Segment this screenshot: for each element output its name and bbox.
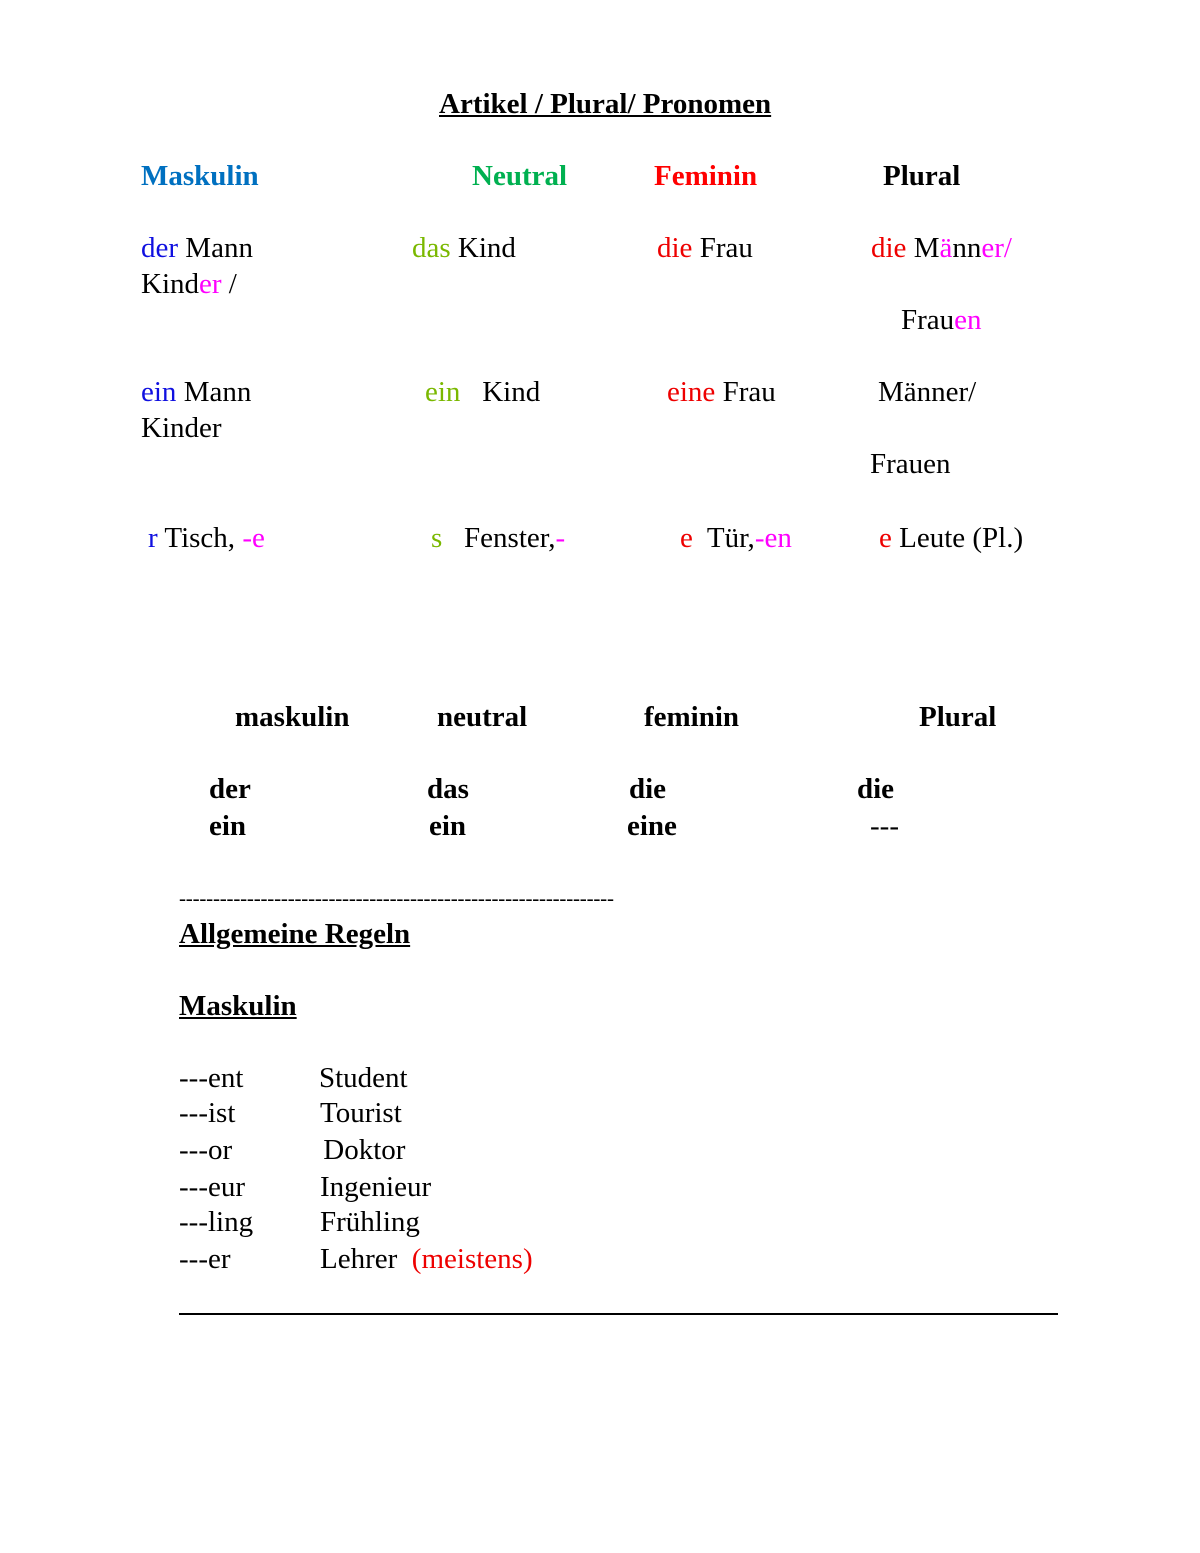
indef-plural-line2: Frauen — [870, 448, 951, 480]
def-maskulin — [141, 230, 253, 266]
indef-line2: Kinder — [141, 412, 222, 444]
header-maskulin: Maskulin — [141, 160, 259, 192]
def-line2 — [141, 266, 237, 302]
rule-suffix: ---ling — [179, 1206, 254, 1238]
article-das: das — [412, 232, 451, 264]
s2-header-neutral: neutral — [437, 701, 528, 733]
rule-suffix: ---eur — [179, 1171, 246, 1203]
noun: Tisch, — [157, 522, 243, 554]
article-die: die — [657, 232, 693, 264]
article-s: s — [431, 522, 443, 554]
s2-def-n: das — [427, 773, 469, 805]
rule-example: Tourist — [320, 1097, 402, 1129]
short-maskulin — [148, 520, 265, 556]
ending: -en — [754, 522, 792, 554]
rule-example: Ingenieur — [320, 1171, 432, 1203]
rules-subheading: Maskulin — [179, 990, 297, 1022]
note-meistens: meistens — [421, 1243, 523, 1275]
article-ein: ein — [141, 376, 177, 408]
noun: Frau — [692, 232, 753, 264]
short-neutral — [431, 520, 565, 556]
header-feminin: Feminin — [654, 160, 758, 192]
article-e: e — [680, 522, 693, 554]
s2-header-maskulin: maskulin — [235, 701, 350, 733]
header-plural: Plural — [883, 160, 961, 192]
header-neutral: Neutral — [472, 160, 568, 192]
s2-indef-p: --- — [870, 810, 899, 842]
article-r: r — [148, 522, 158, 554]
umlaut: ä — [939, 232, 953, 264]
article-die: die — [871, 232, 907, 264]
noun: Tür, — [692, 522, 755, 554]
s2-indef-n: ein — [429, 810, 467, 842]
rule-suffix: ---ent — [179, 1062, 244, 1094]
noun: Kind — [450, 232, 516, 264]
article-eine: eine — [667, 376, 716, 408]
noun: Kind — [460, 376, 541, 408]
rule-example: Doktor — [316, 1134, 406, 1166]
article-e: e — [879, 522, 892, 554]
noun: Frau — [901, 304, 955, 336]
noun-rest: nn — [952, 232, 982, 264]
article-der: der — [141, 232, 179, 264]
rule-example-with-note — [320, 1241, 533, 1277]
noun: Frau — [715, 376, 776, 408]
def-feminin — [657, 230, 753, 266]
rule-suffix: ---or — [179, 1134, 233, 1166]
noun: Fenster, — [442, 522, 556, 554]
s2-indef-f: eine — [627, 810, 677, 842]
ending: -e — [242, 522, 265, 554]
short-plural — [879, 520, 1023, 556]
noun: Mann — [176, 376, 252, 408]
rule-suffix: ---ist — [179, 1097, 236, 1129]
indef-plural: Männer/ — [878, 376, 977, 408]
noun: M — [906, 232, 940, 264]
def-plural-line2 — [901, 302, 982, 338]
ending: er/ — [981, 232, 1012, 264]
noun: Kind — [141, 268, 199, 300]
def-neutral — [412, 230, 516, 266]
s2-def-m: der — [209, 773, 251, 805]
slash: / — [221, 268, 237, 300]
noun: Leute (Pl.) — [891, 522, 1024, 554]
article-ein: ein — [425, 376, 461, 408]
s2-header-feminin: feminin — [644, 701, 740, 733]
page-title: Artikel / Plural/ Pronomen — [439, 88, 772, 120]
rule-suffix: ---er — [179, 1243, 231, 1275]
def-plural — [871, 230, 1012, 266]
s2-header-plural: Plural — [919, 701, 997, 733]
indef-maskulin — [141, 374, 251, 410]
rule-example: Frühling — [320, 1206, 420, 1238]
ending: - — [555, 522, 566, 554]
s2-def-p: die — [857, 773, 895, 805]
ending: en — [954, 304, 982, 336]
rule-example: Student — [319, 1062, 408, 1094]
rule-example: Lehrer — [320, 1243, 412, 1275]
rules-heading: Allgemeine Regeln — [179, 918, 411, 950]
note-paren-open: ( — [411, 1243, 422, 1275]
indef-feminin — [667, 374, 776, 410]
s2-def-f: die — [629, 773, 667, 805]
dash-separator: ---------------------------------------------------------------- — [179, 886, 614, 910]
short-feminin — [680, 520, 792, 556]
note-paren-close: ) — [522, 1243, 533, 1275]
noun: Mann — [178, 232, 253, 264]
indef-neutral — [425, 374, 540, 410]
s2-indef-m: ein — [209, 810, 247, 842]
bottom-rule — [179, 1313, 1058, 1315]
ending: er — [199, 268, 222, 300]
